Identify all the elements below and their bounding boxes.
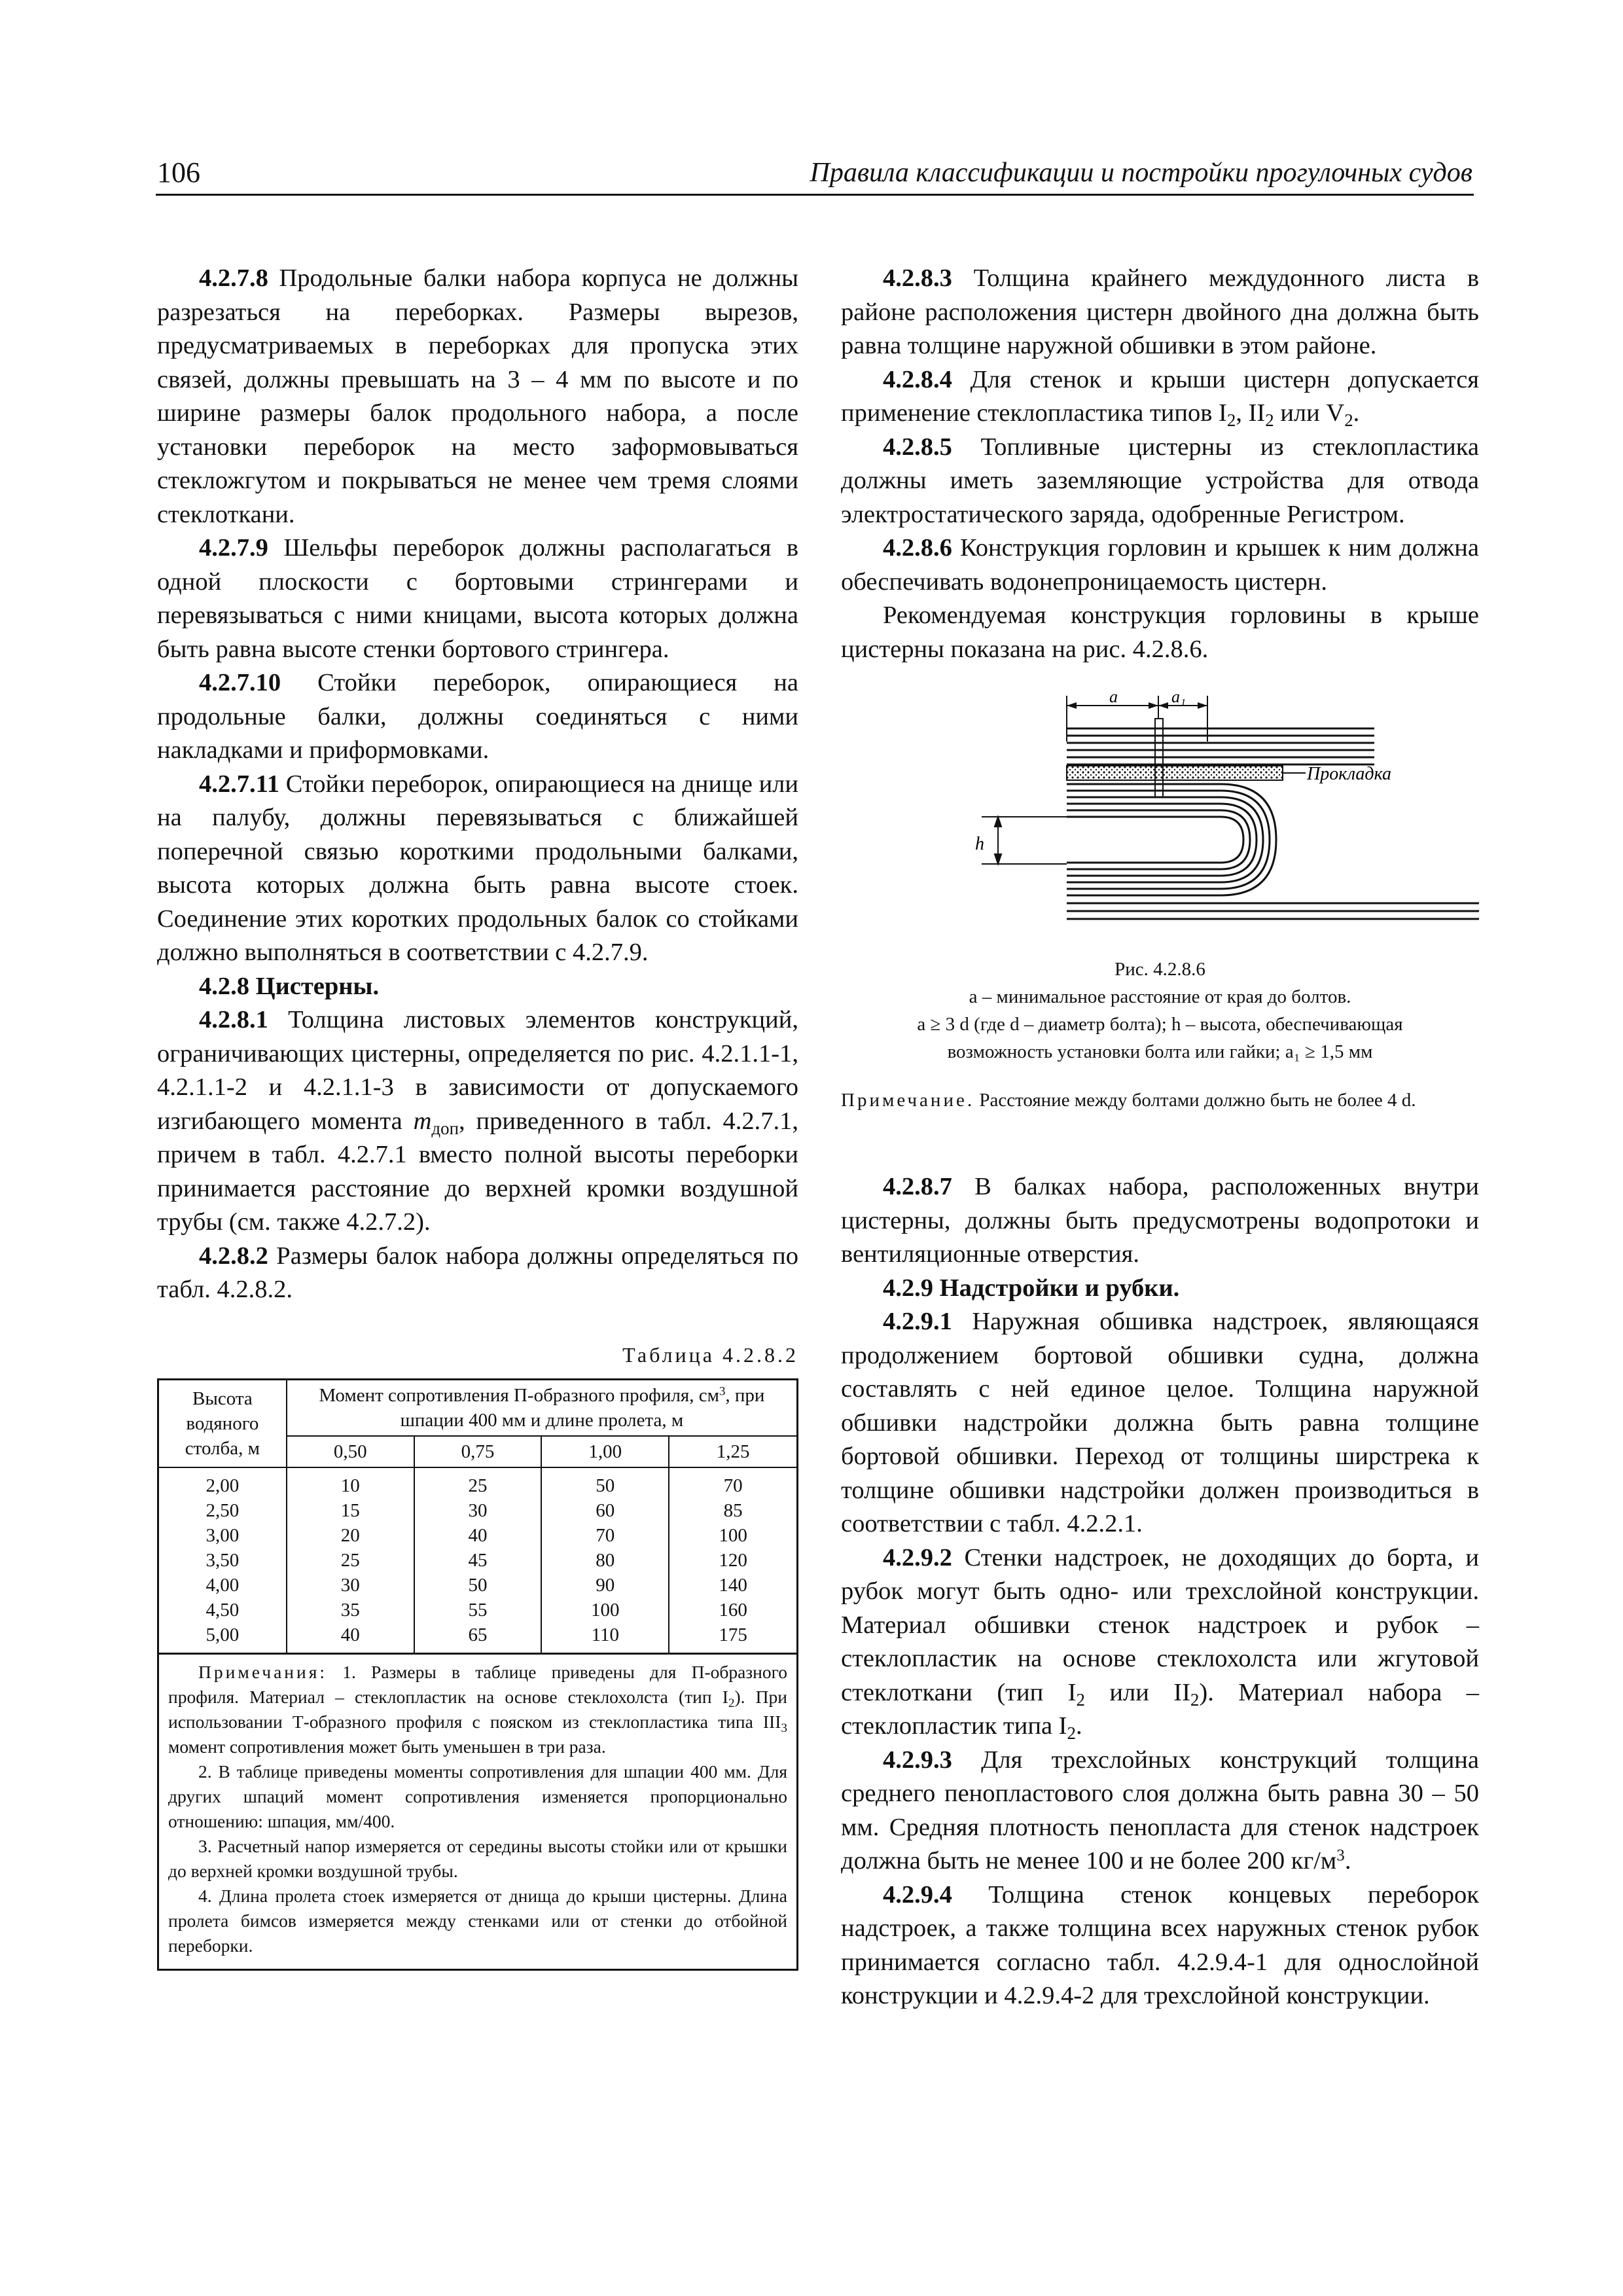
hatch-cover-drawing <box>841 692 1479 954</box>
clause-number: 4.2.8.1 <box>199 1006 268 1033</box>
paragraph-text: Конструкция горловин и крышек к ним должна обеспечивать водонепроницаемость цистерн. <box>841 534 1479 596</box>
modulus-value: 55 <box>468 1600 488 1621</box>
modulus-value: 140 <box>719 1575 747 1596</box>
paragraph-text: Для трехслойных конструкций толщина среднего пенопластового слоя должна быть равна 30 – 50 мм. Средняя плотность пенопласта для стенок надстроек должна быть не менее 100 и не более 200 кг/м <box>841 1746 1479 1874</box>
modulus-value: 10 <box>340 1475 360 1496</box>
clause-number: 4.2.8.6 <box>883 534 952 562</box>
modulus-value: 80 <box>596 1550 615 1571</box>
header-text: , при шпации 400 мм и длине пролета, м <box>400 1385 765 1431</box>
paragraph-4-2-8-1 <box>157 1003 798 1240</box>
paragraph-text: . <box>1344 1847 1351 1874</box>
height-value: 3,50 <box>205 1550 240 1571</box>
notes-label: Примечания: <box>198 1662 328 1682</box>
clause-number: 4.2.7.9 <box>199 534 268 562</box>
figure-title: Рис. 4.2.8.6 <box>1115 959 1205 980</box>
paragraph-4-2-9-1 <box>841 1305 1479 1541</box>
label-h: h <box>975 834 984 854</box>
section-heading-tanks: 4.2.8 Цистерны. <box>199 972 380 1000</box>
modulus-value: 40 <box>468 1525 488 1546</box>
paragraph-text: Размеры балок набора должны определяться по табл. 4.2.8.2. <box>157 1242 798 1303</box>
header-text: Момент сопротивления П-образного профиля, см <box>319 1385 719 1406</box>
paragraph-text: . <box>1075 1712 1082 1740</box>
height-value: 3,00 <box>205 1525 240 1546</box>
paragraph-4-2-7-9 <box>157 531 798 666</box>
subscript: 2 <box>1067 1723 1076 1744</box>
modulus-value: 45 <box>468 1550 488 1571</box>
note-subscript: 3 <box>781 1721 787 1735</box>
paragraph-4-2-7-10 <box>157 666 798 768</box>
clause-number: 4.2.7.8 <box>199 264 268 292</box>
label-a1: a₁ <box>1171 692 1186 706</box>
header-superscript: 3 <box>719 1384 726 1399</box>
paragraph-4-2-8-5 <box>841 431 1479 532</box>
right-column <box>841 262 1479 2013</box>
modulus-value: 30 <box>468 1500 488 1521</box>
paragraph-text: Топливные цистерны из стеклопластика должны иметь заземляющие устройства для отвода электростатического заряда, одобренные Регистром. <box>841 433 1479 528</box>
table-caption: Таблица 4.2.8.2 <box>622 1342 798 1367</box>
paragraph-text: Наружная обшивка надстроек, являющаяся продолжением бортовой обшивки судна, должна составлять с ней единое целое. Толщина наружной обшивки надстройки должна быть равна толщине бортовой обшивки. Переход от толщины ширстрека к толщине обшивки надстройки должен производиться в соответствии с табл. 4.2.2.1. <box>841 1308 1479 1537</box>
height-value: 4,50 <box>205 1600 240 1621</box>
subscript: 2 <box>1226 410 1236 431</box>
paragraph-text: Шельфы переборок должны располагаться в одной плоскости с бортовыми стрингерами и перевязываться с ними кницами, высота которых должна быть равна высоте стенки бортового стрингера. <box>157 534 798 663</box>
clause-number: 4.2.7.11 <box>199 770 280 798</box>
table-note-1 <box>168 1660 787 1759</box>
data-table <box>159 1380 796 1653</box>
heights-column <box>159 1467 287 1653</box>
paragraph-text: В балках набора, расположенных внутри цистерны, должны быть предусмотрены водопротоки и вентиляционные отверстия. <box>841 1173 1479 1268</box>
clause-number: 4.2.9.2 <box>883 1543 952 1571</box>
modulus-value: 50 <box>596 1475 615 1496</box>
figure-caption-line-2: a ≥ 3 d (где d – диаметр болта); h – высота, обеспечивающая <box>917 1014 1403 1035</box>
coaming <box>1067 784 1276 895</box>
values-column-0-75 <box>414 1467 542 1653</box>
table-note-3: 3. Расчетный напор измеряется от середины высоты стойки или от крышки до верхней кромки воздушной трубы. <box>168 1836 787 1881</box>
paragraph-text: Стойки переборок, опирающиеся на днище или на палубу, должны перевязываться с ближайшей поперечной связью короткими продольными балками, высота которых должна быть равна высоте стоек. Соединение этих коротких продольных балок со стойками должно выполняться в соответствии с 4.2.7.9. <box>157 770 798 966</box>
span-header: 0,50 <box>287 1436 414 1467</box>
modulus-value: 100 <box>591 1600 620 1621</box>
paragraph-4-2-7-8 <box>157 262 798 531</box>
running-title: Правила классификации и постройки прогулочных судов <box>810 158 1472 188</box>
label-a: a <box>1109 692 1118 706</box>
clause-number: 4.2.9.1 <box>883 1308 952 1335</box>
paragraph-text: Толщина крайнего междудонного листа в районе расположения цистерн двойного дна должна быть равна толщине наружной обшивки в этом районе. <box>841 264 1479 359</box>
clause-number: 4.2.8.3 <box>883 264 952 292</box>
figure-note-label: Примечание. <box>841 1090 975 1111</box>
height-value: 2,50 <box>205 1500 240 1521</box>
paragraph-4-2-9-4 <box>841 1878 1479 2013</box>
modulus-value: 70 <box>723 1475 743 1496</box>
subscript: 2 <box>1265 410 1274 431</box>
modulus-value: 65 <box>468 1624 488 1645</box>
modulus-value: 70 <box>596 1525 615 1546</box>
subscript: 2 <box>1076 1689 1085 1710</box>
superscript: 3 <box>1336 1846 1345 1865</box>
clause-number: 4.2.8.2 <box>199 1242 268 1270</box>
modulus-value: 30 <box>340 1575 360 1596</box>
note-text: момент сопротивления может быть уменьшен в три раза. <box>168 1736 606 1757</box>
paragraph-text: Продольные балки набора корпуса не должны разрезаться на переборках. Размеры вырезов, предусматриваемых в переборках для пропуска этих связей, должны превышать на 3 – 4 мм по высоте и по ширине размеры балок продольного набора, а после установки переборок на место заформовываться стекложгутом и покрываться не менее чем тремя слоями стеклоткани. <box>157 264 798 528</box>
paragraph-text: Стенки надстроек, не доходящих до борта, и рубок могут быть одно- или трехслойной конструкции. Материал обшивки стенок надстроек и рубок – стеклопластик на основе стеклохолста или жгутовой стеклоткани (тип I <box>841 1543 1479 1706</box>
paragraph-4-2-8-7 <box>841 1170 1479 1272</box>
values-column-0-50 <box>287 1467 414 1653</box>
values-column-1-25 <box>669 1467 796 1653</box>
modulus-value: 50 <box>468 1575 488 1596</box>
paragraph-text: Для стенок и крыши цистерн допускается применение стеклопластика типов I <box>841 365 1479 427</box>
clause-number: 4.2.9.4 <box>883 1880 952 1909</box>
label-gasket: Прокладка <box>1307 764 1391 784</box>
modulus-value: 175 <box>719 1624 747 1645</box>
figure-caption-line-1: a – минимальное расстояние от края до болтов. <box>969 986 1351 1007</box>
modulus-value: 20 <box>340 1525 360 1546</box>
paragraph-4-2-9-3 <box>841 1744 1479 1878</box>
table-4-2-8-2 <box>157 1378 798 1971</box>
paragraph-4-2-8-6 <box>841 531 1479 599</box>
modulus-value: 15 <box>340 1500 360 1521</box>
header-section-modulus <box>287 1380 796 1436</box>
paragraph-4-2-9-2 <box>841 1541 1479 1744</box>
paragraph-4-2-8-3 <box>841 262 1479 363</box>
right-column-lower <box>841 1170 1479 2013</box>
modulus-value: 110 <box>591 1624 619 1645</box>
clause-number: 4.2.8.5 <box>883 433 952 461</box>
figure-4-2-8-6 <box>841 692 1479 954</box>
figure-note-text: Расстояние между болтами должно быть не более 4 d. <box>974 1090 1416 1111</box>
clause-number: 4.2.9.3 <box>883 1746 952 1774</box>
clause-number: 4.2.8.4 <box>883 365 952 393</box>
paragraph-text: Толщина листовых элементов конструкций, ограничивающих цистерны, определяется по рис. 4.2.1.1-1, 4.2.1.1-2 и 4.2.1.1-3 в зависимости от допускаемого изгибающего момента <box>157 1006 798 1135</box>
modulus-value: 100 <box>719 1525 747 1546</box>
values-column-1-00 <box>541 1467 669 1653</box>
modulus-value: 90 <box>596 1575 615 1596</box>
span-header: 0,75 <box>414 1436 542 1467</box>
figure-note <box>841 1088 1479 1113</box>
table-notes <box>159 1653 796 1969</box>
modulus-value: 40 <box>340 1624 360 1645</box>
paragraph-text: или II <box>1084 1678 1190 1706</box>
clause-number: 4.2.7.10 <box>199 669 281 696</box>
subscript: 2 <box>1344 410 1353 431</box>
span-header: 1,25 <box>669 1436 796 1467</box>
modulus-value: 60 <box>596 1500 615 1521</box>
table-note-4: 4. Длина пролета стоек измеряется от днища до крыши цистерны. Длина пролета бимсов измеряется между стенками или от стенки до отбойной переборки. <box>168 1886 787 1956</box>
modulus-value: 35 <box>340 1600 360 1621</box>
modulus-value: 25 <box>340 1550 360 1571</box>
figure-caption-line-3: возможность установки болта или гайки; a₁ ≥ 1,5 мм <box>947 1041 1373 1062</box>
height-value: 5,00 <box>205 1624 240 1645</box>
paragraph-text: , II <box>1236 399 1266 427</box>
paragraph-text: . <box>1353 399 1360 427</box>
table-note-2: 2. В таблице приведены моменты сопротивления для шпации 400 мм. Для других шпаций момент сопротивления изменяется пропорционально отношению: шпация, мм/400. <box>168 1761 787 1831</box>
paragraph-text: , приведенного в табл. 4.2.7.1, причем в табл. 4.2.7.1 вместо полной высоты переборки принимается расстояние до верхней кромки воздушной трубы (см. также 4.2.7.2). <box>157 1107 798 1236</box>
paragraph-4-2-8-2 <box>157 1240 798 1307</box>
moment-symbol: m <box>413 1107 432 1135</box>
note-text: ). При использовании Т-образного профиля с пояском из стеклопластика типа III <box>168 1687 787 1732</box>
modulus-value: 120 <box>719 1550 747 1571</box>
header-water-column-height: Высота водяного столба, м <box>159 1380 287 1467</box>
height-value: 2,00 <box>205 1475 240 1496</box>
paragraph-4-2-8-4 <box>841 363 1479 431</box>
paragraph-4-2-7-11 <box>157 768 798 970</box>
note-text: 1. Размеры в таблице приведены для П-образного профиля. Материал – стеклопластик на основе стеклохолста (тип I <box>168 1662 787 1707</box>
modulus-value: 85 <box>723 1500 743 1521</box>
note-subscript: 2 <box>728 1696 735 1710</box>
modulus-value: 25 <box>468 1475 488 1496</box>
modulus-value: 160 <box>719 1600 747 1621</box>
dimension-h <box>982 817 1067 864</box>
gasket <box>1067 766 1283 780</box>
paragraph-text: Стойки переборок, опирающиеся на продольные балки, должны соединяться с ними накладками и приформовками. <box>157 669 798 764</box>
paragraph-text: Толщина стенок концевых переборок надстроек, а также толщина всех наружных стенок рубок принимается согласно табл. 4.2.9.4-1 для однослойной конструкции и 4.2.9.4-2 для трехслойной конструкции. <box>841 1880 1479 2009</box>
height-value: 4,00 <box>205 1575 240 1596</box>
header-rule <box>156 194 1474 196</box>
page-number: 106 <box>157 156 200 188</box>
section-heading-superstructures: 4.2.9 Надстройки и рубки. <box>883 1274 1180 1302</box>
left-column <box>157 262 798 1971</box>
paragraph-text: ). Материал набора – стеклопластик типа I <box>841 1678 1480 1740</box>
paragraph-text: или V <box>1274 399 1345 427</box>
moment-subscript: доп <box>431 1118 459 1138</box>
span-header: 1,00 <box>541 1436 669 1467</box>
paragraph-recommended-design: Рекомендуемая конструкция горловины в крыше цистерны показана на рис. 4.2.8.6. <box>841 601 1479 663</box>
cover-plate <box>1067 728 1374 764</box>
subscript: 2 <box>1190 1689 1200 1710</box>
values-row <box>159 1467 796 1653</box>
clause-number: 4.2.8.7 <box>883 1173 952 1200</box>
